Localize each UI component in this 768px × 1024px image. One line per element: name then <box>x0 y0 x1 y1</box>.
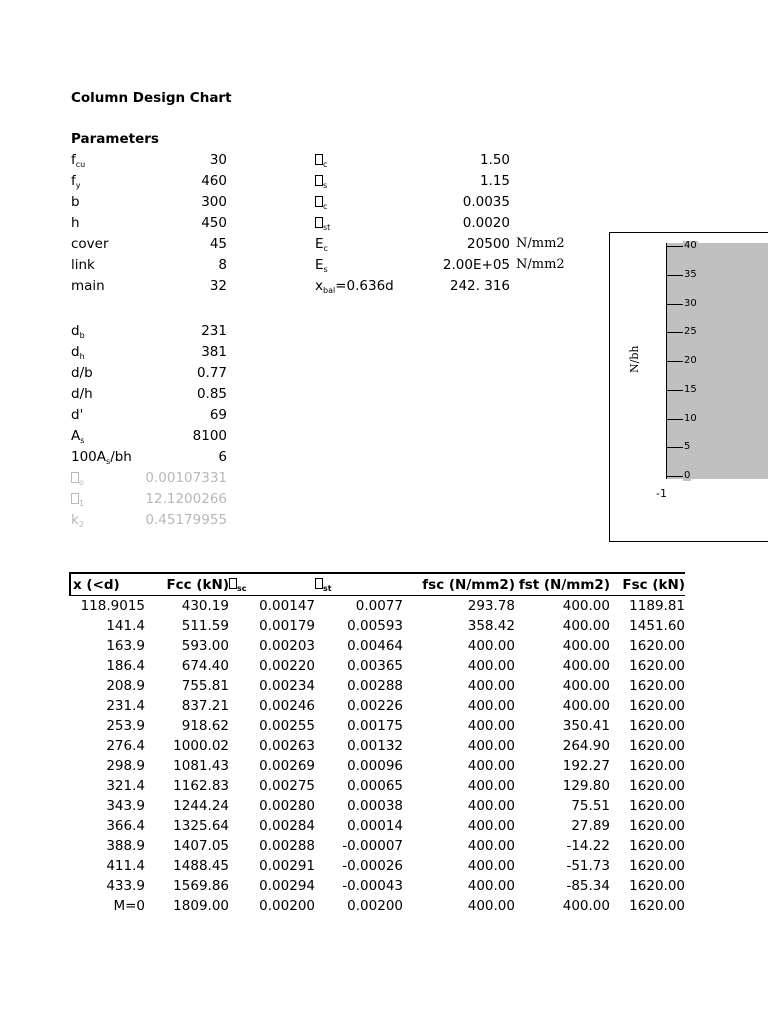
chart-y-tick-label: 0 <box>684 470 691 481</box>
table-cell: 253.9 <box>106 718 145 734</box>
table-cell: 1407.05 <box>173 838 229 854</box>
parameters-heading: Parameters <box>71 131 159 147</box>
param-value: 30 <box>209 152 227 168</box>
faint-label <box>71 491 84 512</box>
table-cell: 400.00 <box>562 678 610 694</box>
derived-value: 381 <box>201 344 227 360</box>
table-row <box>70 596 685 617</box>
param-symbol <box>315 194 327 210</box>
param-value: 450 <box>201 215 227 231</box>
faint-symbol: $k_2$ <box>71 512 84 529</box>
table-cell: 293.78 <box>467 598 515 614</box>
table-row <box>70 896 685 916</box>
param-symbol: $f_y$ <box>71 173 81 190</box>
table-row <box>70 836 685 856</box>
table-cell: 231.4 <box>106 698 145 714</box>
faint-label <box>71 512 84 533</box>
param-unit: N/mm2 <box>516 257 565 272</box>
param-value: 20500 <box>467 236 510 252</box>
derived-value: 69 <box>209 407 227 423</box>
param-symbol: h <box>71 215 80 231</box>
table-cell: 192.27 <box>562 758 610 774</box>
chart-y-tick-label: 35 <box>684 268 697 280</box>
table-cell: 0.00288 <box>347 678 403 694</box>
derived-label <box>71 365 93 381</box>
table-cell: 593.00 <box>181 638 229 654</box>
table-cell: 358.42 <box>467 618 515 634</box>
results-table <box>69 572 685 916</box>
table-cell: -0.00043 <box>342 878 403 894</box>
faint-symbol <box>71 470 84 486</box>
table-cell: -0.00007 <box>342 838 403 854</box>
table-cell: 400.00 <box>467 818 515 834</box>
table-cell: 1620.00 <box>629 718 685 734</box>
table-cell: 1244.24 <box>173 798 229 814</box>
table-cell: 674.40 <box>181 658 229 674</box>
chart-y-axis-label: N/bh <box>628 345 641 373</box>
table-cell: 118.9015 <box>80 598 145 614</box>
table-cell: 400.00 <box>562 658 610 674</box>
table-cell: 208.9 <box>106 678 145 694</box>
table-cell: 400.00 <box>467 698 515 714</box>
subscript: st <box>323 584 332 593</box>
table-header-cell: fsc (N/mm2) <box>403 573 515 596</box>
table-cell: 0.00175 <box>347 718 403 734</box>
chart-y-tick-label: 30 <box>684 297 697 309</box>
table-cell: 1620.00 <box>629 898 685 914</box>
strain-symbol-icon <box>315 578 323 589</box>
table-cell: -14.22 <box>566 838 610 854</box>
subscript: c <box>323 202 328 211</box>
table-cell: 433.9 <box>106 878 145 894</box>
param-label <box>71 173 81 194</box>
table-cell: 1189.81 <box>629 598 685 614</box>
derived-label <box>71 386 93 402</box>
table-cell: -51.73 <box>566 858 610 874</box>
table-cell: 1620.00 <box>629 838 685 854</box>
table-cell: M=0 <box>113 898 145 914</box>
table-cell: 388.9 <box>106 838 145 854</box>
table-cell: 1620.00 <box>629 778 685 794</box>
table-cell: 400.00 <box>562 598 610 614</box>
table-row <box>70 616 685 636</box>
table-cell: 1081.43 <box>173 758 229 774</box>
table-cell: 0.00147 <box>259 598 315 614</box>
table-cell: 0.00269 <box>259 758 315 774</box>
table-cell: 0.00234 <box>259 678 315 694</box>
table-cell: 837.21 <box>181 698 229 714</box>
table-cell: 298.9 <box>106 758 145 774</box>
param-label <box>315 152 327 173</box>
param-value: 2.00E+05 <box>442 257 510 273</box>
table-row <box>70 656 685 676</box>
derived-label <box>71 428 84 449</box>
table-cell: 0.00096 <box>347 758 403 774</box>
derived-symbol: $A_s$ <box>71 428 85 445</box>
table-cell: 186.4 <box>106 658 145 674</box>
table-cell: 0.00038 <box>347 798 403 814</box>
chart-x-tick-label: -1 <box>656 487 667 500</box>
table-cell: 400.00 <box>467 798 515 814</box>
derived-value: 8100 <box>192 428 227 444</box>
table-cell: 1162.83 <box>173 778 229 794</box>
table-cell: 129.80 <box>562 778 610 794</box>
faint-value: 0.00107331 <box>145 470 227 486</box>
table-cell: 350.41 <box>562 718 610 734</box>
table-cell: 0.00246 <box>259 698 315 714</box>
faint-symbol <box>71 491 84 507</box>
chart-y-tick-label: 25 <box>684 326 697 338</box>
subscript: sc <box>237 584 247 593</box>
table-header-cell: Fcc (kN) <box>145 573 229 596</box>
table-header-row <box>70 573 685 596</box>
table-header-cell <box>229 573 315 596</box>
table-cell: 0.00291 <box>259 858 315 874</box>
chart-y-tick-label: 40 <box>684 240 697 251</box>
table-cell: 0.00226 <box>347 698 403 714</box>
derived-label <box>71 407 83 423</box>
param-value: 460 <box>201 173 227 189</box>
param-value: 45 <box>209 236 227 252</box>
table-cell: 400.00 <box>467 738 515 754</box>
param-value: 1.50 <box>479 152 510 168</box>
param-label <box>315 257 328 278</box>
table-cell: 0.00464 <box>347 638 403 654</box>
table-row <box>70 796 685 816</box>
param-symbol: main <box>71 278 105 294</box>
table-row <box>70 876 685 896</box>
table-cell: 1620.00 <box>629 758 685 774</box>
table-cell: 0.00220 <box>259 658 315 674</box>
subscript: o <box>79 478 84 487</box>
table-cell: 0.00294 <box>259 878 315 894</box>
table-cell: 0.00200 <box>347 898 403 914</box>
subscript: b <box>79 331 85 340</box>
param-label <box>315 236 328 257</box>
param-label <box>71 236 109 252</box>
subscript: 2 <box>78 520 84 529</box>
param-symbol: link <box>71 257 95 273</box>
param-value: 242. 316 <box>449 278 510 294</box>
table-cell: 1620.00 <box>629 638 685 654</box>
param-label <box>71 215 80 231</box>
table-cell: 400.00 <box>467 758 515 774</box>
table-cell: 411.4 <box>106 858 145 874</box>
subscript: y <box>75 181 81 190</box>
table-cell: 1620.00 <box>629 698 685 714</box>
param-label <box>71 278 105 294</box>
subscript: c <box>323 160 328 169</box>
param-label <box>315 194 327 215</box>
table-body <box>70 596 685 917</box>
chart-plot-area <box>666 240 768 481</box>
param-value: 300 <box>201 194 227 210</box>
table-cell: 1620.00 <box>629 878 685 894</box>
table-header-cell: Fsc (kN) <box>610 573 685 596</box>
table-cell: 511.59 <box>181 618 229 634</box>
subscript: s <box>323 265 328 274</box>
table-cell: 400.00 <box>467 718 515 734</box>
table-cell: 400.00 <box>562 638 610 654</box>
table-cell: 0.00275 <box>259 778 315 794</box>
param-symbol <box>315 152 327 168</box>
param-label <box>315 173 327 194</box>
derived-symbol: d/b <box>71 365 93 381</box>
param-label <box>315 278 394 299</box>
table-cell: 0.00203 <box>259 638 315 654</box>
subscript: c <box>323 244 328 253</box>
table-cell: 918.62 <box>181 718 229 734</box>
table-cell: 0.00280 <box>259 798 315 814</box>
greek-symbol-icon <box>315 154 323 165</box>
param-label <box>315 215 330 236</box>
derived-label <box>71 449 132 470</box>
table-cell: 1809.00 <box>173 898 229 914</box>
derived-symbol: d/h <box>71 386 93 402</box>
table-cell: 400.00 <box>467 898 515 914</box>
param-label <box>71 152 85 173</box>
param-symbol <box>315 215 330 231</box>
derived-symbol: d' <box>71 407 84 423</box>
table-cell: 366.4 <box>106 818 145 834</box>
table-row <box>70 696 685 716</box>
faint-value: 12.1200266 <box>145 491 227 507</box>
table-cell: 400.00 <box>562 698 610 714</box>
table-cell: 75.51 <box>571 798 610 814</box>
subscript: cu <box>75 160 86 169</box>
table-row <box>70 776 685 796</box>
param-symbol: b <box>71 194 80 210</box>
table-cell: 400.00 <box>467 678 515 694</box>
derived-value: 0.77 <box>196 365 227 381</box>
subscript: st <box>323 223 331 232</box>
table-cell: 1620.00 <box>629 678 685 694</box>
table-cell: 1451.60 <box>629 618 685 634</box>
param-value: 0.0035 <box>462 194 510 210</box>
page-title: Column Design Chart <box>71 90 232 106</box>
subscript: bal <box>323 286 336 295</box>
table-row <box>70 856 685 876</box>
derived-label <box>71 344 85 365</box>
subscript: s <box>80 436 85 445</box>
param-value: 32 <box>209 278 227 294</box>
table-cell: 400.00 <box>467 878 515 894</box>
table-cell: 400.00 <box>467 658 515 674</box>
derived-label <box>71 323 85 344</box>
param-unit: N/mm2 <box>516 236 565 251</box>
table-cell: -0.00026 <box>342 858 403 874</box>
chart-frame <box>609 232 768 542</box>
table-cell: 1620.00 <box>629 738 685 754</box>
greek-symbol-icon <box>71 493 79 504</box>
table-cell: 1488.45 <box>173 858 229 874</box>
table-header-cell: fst (N/mm2) <box>515 573 610 596</box>
table-cell: 276.4 <box>106 738 145 754</box>
table-row <box>70 636 685 656</box>
chart-y-tick-label: 5 <box>684 441 691 453</box>
greek-symbol-icon <box>315 196 323 207</box>
table-row <box>70 736 685 756</box>
table-header-cell: x (<d) <box>70 573 145 596</box>
table-cell: 163.9 <box>106 638 145 654</box>
param-symbol: cover <box>71 236 109 252</box>
param-label <box>71 257 95 273</box>
table-cell: 0.00593 <box>347 618 403 634</box>
table-cell: 343.9 <box>106 798 145 814</box>
table-cell: 1325.64 <box>173 818 229 834</box>
subscript: s <box>106 457 111 466</box>
table-cell: 430.19 <box>181 598 229 614</box>
table-cell: 0.0077 <box>355 598 403 614</box>
subscript: h <box>79 352 85 361</box>
table-row <box>70 816 685 836</box>
strain-symbol-icon <box>229 578 237 589</box>
table-cell: 0.00255 <box>259 718 315 734</box>
derived-value: 231 <box>201 323 227 339</box>
table-cell: 400.00 <box>562 618 610 634</box>
table-cell: 0.00065 <box>347 778 403 794</box>
table-cell: 0.00200 <box>259 898 315 914</box>
table-cell: 0.00179 <box>259 618 315 634</box>
param-symbol: $E_s$ <box>315 257 328 274</box>
greek-symbol-icon <box>315 175 323 186</box>
greek-symbol-icon <box>71 472 79 483</box>
table-cell: 400.00 <box>467 838 515 854</box>
derived-symbol: $d_h$ <box>71 344 85 361</box>
subscript: 1 <box>79 499 85 508</box>
table-cell: 400.00 <box>467 778 515 794</box>
param-label <box>71 194 80 210</box>
table-cell: 1000.02 <box>173 738 229 754</box>
table-cell: 400.00 <box>562 898 610 914</box>
table-cell: 264.90 <box>562 738 610 754</box>
table-cell: 0.00132 <box>347 738 403 754</box>
table-cell: 141.4 <box>106 618 145 634</box>
derived-symbol: $100A_s/bh$ <box>71 449 132 466</box>
subscript: s <box>323 181 328 190</box>
table-cell: 321.4 <box>106 778 145 794</box>
faint-value: 0.45179955 <box>145 512 227 528</box>
table-cell: 755.81 <box>181 678 229 694</box>
table-cell: 27.89 <box>571 818 610 834</box>
derived-symbol: $d_b$ <box>71 323 85 340</box>
param-value: 8 <box>218 257 227 273</box>
table-row <box>70 676 685 696</box>
table-cell: 400.00 <box>467 858 515 874</box>
table-row <box>70 756 685 776</box>
param-symbol: $E_c$ <box>315 236 328 253</box>
table-cell: 0.00263 <box>259 738 315 754</box>
table-row <box>70 716 685 736</box>
table-cell: 400.00 <box>467 638 515 654</box>
table-cell: 1569.86 <box>173 878 229 894</box>
greek-symbol-icon <box>315 217 323 228</box>
table-cell: 1620.00 <box>629 798 685 814</box>
table-cell: 0.00365 <box>347 658 403 674</box>
param-symbol: $x_{bal}=0.636d$ <box>315 278 394 295</box>
derived-value: 0.85 <box>196 386 227 402</box>
chart-y-tick-label: 10 <box>684 412 697 424</box>
param-symbol: $f_{cu}$ <box>71 152 86 169</box>
table-cell: 0.00288 <box>259 838 315 854</box>
derived-value: 6 <box>218 449 227 465</box>
faint-label <box>71 470 84 491</box>
param-symbol <box>315 173 327 189</box>
chart-y-tick-label: 15 <box>684 383 697 395</box>
param-value: 0.0020 <box>462 215 510 231</box>
table-cell: -85.34 <box>566 878 610 894</box>
chart-y-tick-label: 20 <box>684 355 697 366</box>
param-value: 1.15 <box>479 173 510 189</box>
table-cell: 1620.00 <box>629 658 685 674</box>
table-cell: 0.00284 <box>259 818 315 834</box>
table-cell: 1620.00 <box>629 818 685 834</box>
table-cell: 0.00014 <box>347 818 403 834</box>
table-cell: 1620.00 <box>629 858 685 874</box>
table-header-cell <box>315 573 403 596</box>
